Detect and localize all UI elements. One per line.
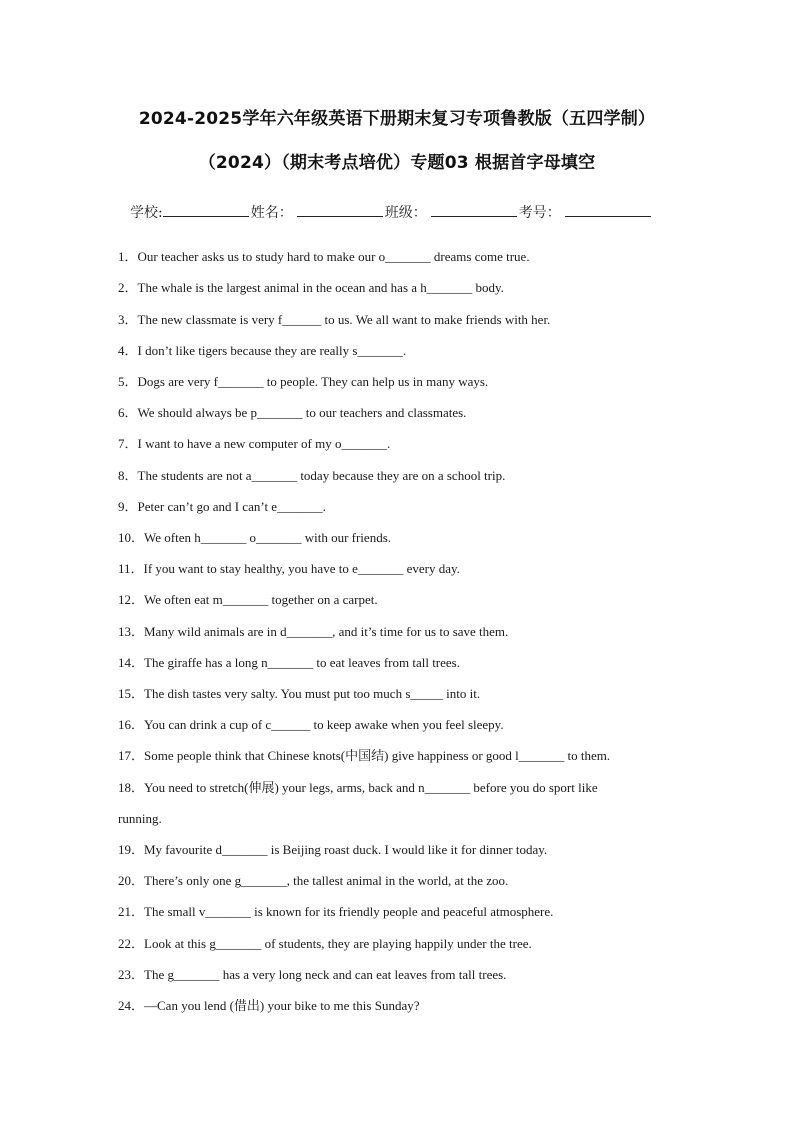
question-8: 8．The students are not a_______ today because they are on a school trip.	[118, 468, 506, 483]
question-2: 2．The whale is the largest animal in the ocean and has a h_______ body.	[118, 280, 504, 295]
question-17: 17．Some people think that Chinese knots(中国结) give happiness or good l_______ to them.	[118, 748, 611, 763]
question-15: 15．The dish tastes very salty. You must put too much s_____ into it.	[118, 686, 481, 701]
question-11: 11．If you want to stay healthy, you have to e_______ every day.	[118, 561, 460, 576]
class-blank[interactable]	[431, 204, 517, 217]
number-label: 考号：	[518, 205, 561, 221]
page-title-line2: （2024）（期末考点培优）专题03 根据首字母填空	[198, 153, 596, 173]
question-14: 14．The giraffe has a long n_______ to eat leaves from tall trees.	[118, 655, 460, 670]
question-22: 22．Look at this g_______ of students, they are playing happily under the tree.	[118, 936, 532, 951]
school-label: 学校:	[130, 205, 163, 221]
question-21: 21．The small v_______ is known for its friendly people and peaceful atmosphere.	[118, 904, 554, 919]
question-18-continued: running.	[118, 811, 162, 826]
question-7: 7．I want to have a new computer of my o_______.	[118, 436, 391, 451]
question-1: 1．Our teacher asks us to study hard to make our o_______ dreams come true.	[118, 249, 530, 264]
question-3: 3．The new classmate is very f______ to us. We all want to make friends with her.	[118, 312, 551, 327]
question-23: 23．The g_______ has a very long neck and can eat leaves from tall trees.	[118, 967, 507, 982]
question-18: 18．You need to stretch(伸展) your legs, arms, back and n_______ before you do sport like	[118, 780, 598, 795]
question-9: 9．Peter can’t go and I can’t e_______.	[118, 499, 326, 514]
school-blank[interactable]	[163, 204, 249, 217]
question-4: 4．I don’t like tigers because they are really s_______.	[118, 343, 407, 358]
question-24: 24．—Can you lend (借出) your bike to me this Sunday?	[118, 998, 420, 1013]
page-title-line1: 2024-2025学年六年级英语下册期末复习专项鲁教版（五四学制）	[138, 109, 656, 129]
question-20: 20．There’s only one g_______, the tallest animal in the world, at the zoo.	[118, 873, 509, 888]
name-blank[interactable]	[297, 204, 383, 217]
name-label: 姓名：	[250, 205, 293, 221]
class-label: 班级：	[384, 205, 427, 221]
question-6: 6．We should always be p_______ to our teachers and classmates.	[118, 405, 467, 420]
student-info-row	[130, 202, 690, 222]
question-13: 13．Many wild animals are in d_______, and it’s time for us to save them.	[118, 624, 509, 639]
number-blank[interactable]	[565, 204, 651, 217]
question-12: 12．We often eat m_______ together on a carpet.	[118, 592, 378, 607]
question-10: 10．We often h_______ o_______ with our friends.	[118, 530, 391, 545]
question-5: 5．Dogs are very f_______ to people. They can help us in many ways.	[118, 374, 489, 389]
question-19: 19．My favourite d_______ is Beijing roast duck. I would like it for dinner today.	[118, 842, 548, 857]
question-16: 16．You can drink a cup of c______ to keep awake when you feel sleepy.	[118, 717, 504, 732]
